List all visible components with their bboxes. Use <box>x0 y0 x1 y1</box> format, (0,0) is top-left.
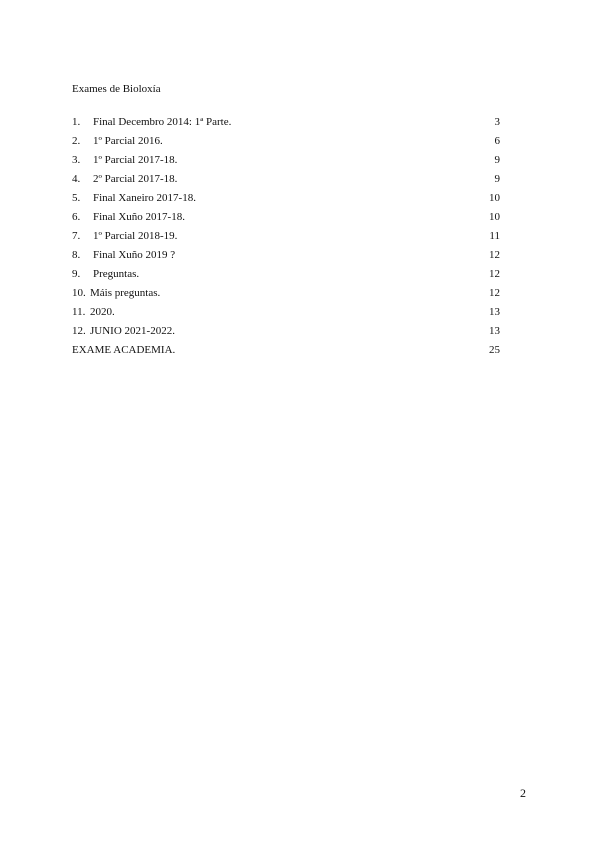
toc-entry-number: 10. <box>72 287 86 299</box>
toc-entry-title[interactable]: Preguntas. <box>93 268 140 280</box>
toc-entry-page[interactable]: 12 <box>489 268 500 280</box>
toc-entry-title[interactable]: Final Decembro 2014: 1ª Parte. <box>93 116 232 128</box>
toc-entry-page[interactable]: 12 <box>489 287 500 299</box>
toc-entry-page[interactable]: 13 <box>489 306 500 318</box>
toc-entry-number: 4. <box>72 173 81 185</box>
toc-entry-5[interactable] <box>72 191 500 210</box>
toc-entry-title[interactable]: Final Xuño 2019 ? <box>93 249 176 261</box>
toc-entry-title[interactable]: 2020. <box>90 306 115 318</box>
toc-entry-4[interactable] <box>72 172 500 191</box>
toc-entry-page[interactable]: 10 <box>489 211 500 223</box>
toc-entry-13[interactable] <box>72 343 500 362</box>
toc-entry-7[interactable] <box>72 229 500 248</box>
toc-entry-title[interactable]: 2º Parcial 2017-18. <box>93 173 178 185</box>
toc-entry-page[interactable]: 25 <box>489 344 500 356</box>
toc-entry-page[interactable]: 12 <box>489 249 500 261</box>
toc-entry-6[interactable] <box>72 210 500 229</box>
toc-entry-page[interactable]: 9 <box>494 154 500 166</box>
page-number: 2 <box>520 786 526 800</box>
toc-entry-title[interactable]: 1º Parcial 2016. <box>93 135 163 147</box>
toc-entry-number: 8. <box>72 249 81 261</box>
toc-entry-page[interactable]: 13 <box>489 325 500 337</box>
toc-entry-2[interactable] <box>72 134 500 153</box>
toc-entry-page[interactable]: 3 <box>494 116 500 128</box>
toc-entry-title[interactable]: JUNIO 2021-2022. <box>90 325 175 337</box>
toc-entry-page[interactable]: 9 <box>494 173 500 185</box>
toc-entry-number: 12. <box>72 325 86 337</box>
toc-entry-title[interactable]: 1º Parcial 2018-19. <box>93 230 178 242</box>
toc-entry-10[interactable] <box>72 286 500 305</box>
toc-entry-number: 1. <box>72 116 81 128</box>
toc-entry-11[interactable] <box>72 305 500 324</box>
toc-entry-number: 5. <box>72 192 81 204</box>
toc-entry-number: 11. <box>72 306 86 318</box>
toc-entry-number: 6. <box>72 211 81 223</box>
toc-entry-number: 2. <box>72 135 81 147</box>
toc-entry-title[interactable]: Final Xaneiro 2017-18. <box>93 192 196 204</box>
toc-entry-title[interactable]: EXAME ACADEMIA. <box>72 344 176 356</box>
toc-entry-page[interactable]: 11 <box>489 230 500 242</box>
toc-entry-title[interactable]: 1º Parcial 2017-18. <box>93 154 178 166</box>
toc-entry-page[interactable]: 10 <box>489 192 500 204</box>
toc-entry-title[interactable]: Máis preguntas. <box>90 287 161 299</box>
toc-entry-9[interactable] <box>72 267 500 286</box>
table-of-contents <box>72 115 500 362</box>
toc-entry-1[interactable] <box>72 115 500 134</box>
toc-title: Exames de Bioloxía <box>72 83 161 95</box>
toc-entry-number: 7. <box>72 230 81 242</box>
toc-entry-3[interactable] <box>72 153 500 172</box>
toc-entry-page[interactable]: 6 <box>494 135 500 147</box>
toc-entry-8[interactable] <box>72 248 500 267</box>
toc-entry-title[interactable]: Final Xuño 2017-18. <box>93 211 185 223</box>
toc-entry-number: 9. <box>72 268 81 280</box>
toc-entry-number: 3. <box>72 154 81 166</box>
toc-entry-12[interactable] <box>72 324 500 343</box>
